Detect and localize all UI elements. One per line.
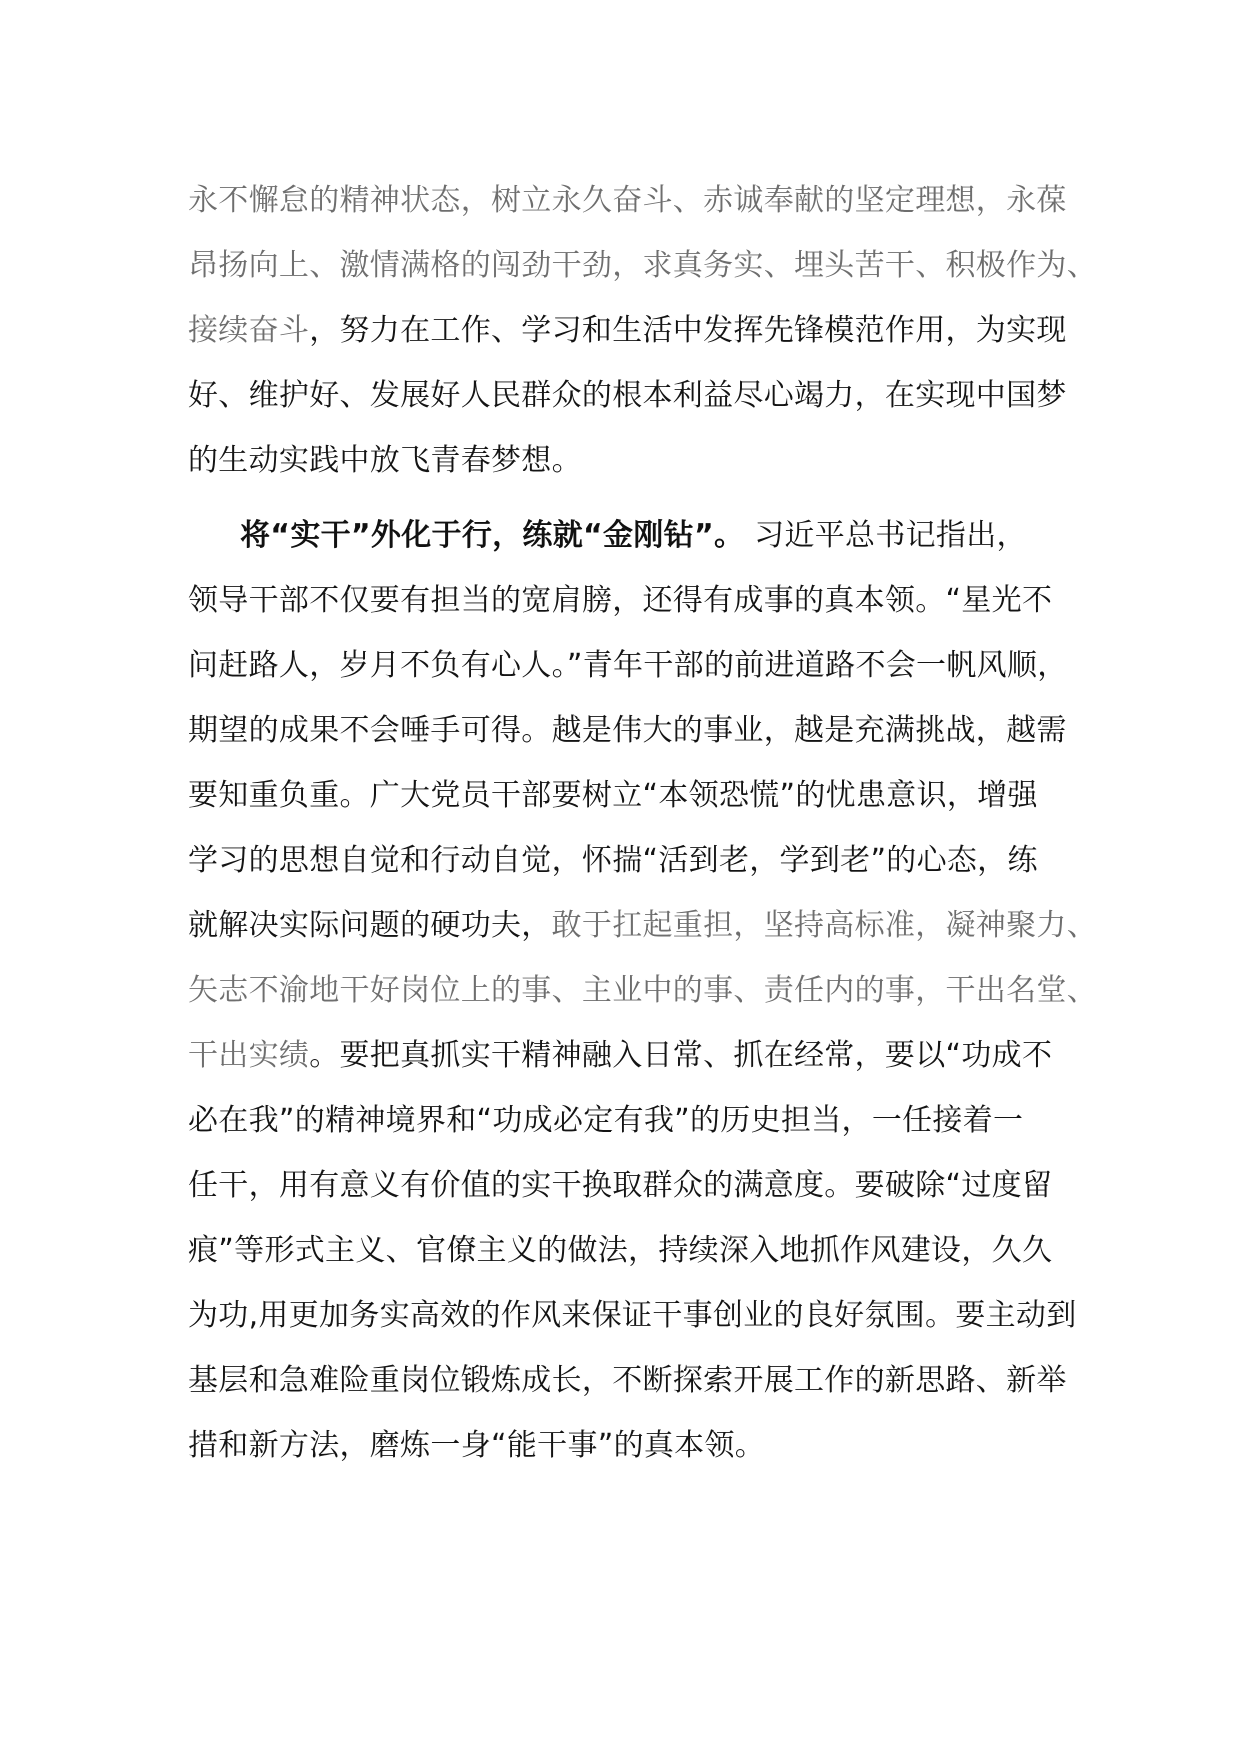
text-line (188, 1023, 1088, 1088)
text-run: 接续奋斗 (188, 313, 310, 348)
text-line (188, 633, 1088, 698)
text-run: 学习的思想自觉和行动自觉，怀揣“活到老，学到老”的心态，练 (188, 843, 1038, 878)
section-heading: 将“实干”外化于行，练就“金刚钻”。 (240, 518, 745, 553)
text-line (188, 428, 1088, 493)
text-run: 干出实绩 (188, 1038, 310, 1073)
text-run: 就解决实际问题的硬功夫， (188, 908, 552, 943)
text-run: 要知重负重。广大党员干部要树立“本领恐慌”的忧患意识，增强 (188, 778, 1038, 813)
text-run: 好、维护好、发展好人民群众的根本利益尽心竭力，在实现中国梦 (188, 378, 1067, 413)
text-run: 痕”等形式主义、官僚主义的做法，持续深入地抓作风建设，久久 (188, 1233, 1053, 1268)
text-run: 矢志不渝地干好岗位上的事、主业中的事、责任内的事，干出名堂、 (188, 973, 1097, 1008)
text-run: 必在我”的精神境界和“功成必定有我”的历史担当，一任接着一 (188, 1103, 1024, 1138)
text-line (188, 503, 1088, 568)
text-line (188, 298, 1088, 363)
text-run: 措和新方法，磨炼一身“能干事”的真本领。 (188, 1428, 766, 1463)
text-line (188, 698, 1088, 763)
text-run: 领导干部不仅要有担当的宽肩膀，还得有成事的真本领。“星光不 (188, 583, 1053, 618)
paragraph-1 (188, 168, 1097, 493)
text-run: 昂扬向上、激情满格的闯劲干劲，求真务实、埋头苦干、积极作为、 (188, 248, 1097, 283)
text-line (188, 1348, 1088, 1413)
paragraph-2 (188, 503, 1098, 1478)
text-run: 期望的成果不会唾手可得。越是伟大的事业，越是充满挑战，越需 (188, 713, 1067, 748)
text-run: 。要把真抓实干精神融入日常、抓在经常，要以“功成不 (309, 1038, 1053, 1073)
text-line (188, 568, 1088, 633)
text-run: 习近平总书记指出， (744, 518, 1027, 553)
text-run: 敢于扛起重担，坚持高标准，凝神聚力、 (551, 908, 1098, 943)
text-line (188, 1218, 1088, 1283)
text-line (188, 958, 1097, 1023)
text-run: 基层和急难险重岗位锻炼成长，不断探索开展工作的新思路、新举 (188, 1363, 1067, 1398)
paragraph-spacing (188, 493, 1088, 503)
document-body (188, 168, 1098, 1478)
text-line (188, 1153, 1088, 1218)
text-run: 问赶路人，岁月不负有心人。”青年干部的前进道路不会一帆风顺， (188, 648, 1068, 683)
text-line (188, 893, 1098, 958)
text-line (188, 1413, 1088, 1478)
text-run: ，努力在工作、学习和生活中发挥先锋模范作用，为实现 (309, 313, 1067, 348)
text-line (188, 1088, 1088, 1153)
text-line (188, 168, 1088, 233)
text-run: 永不懈怠的精神状态，树立永久奋斗、赤诚奉献的坚定理想，永葆 (188, 183, 1067, 218)
text-line (188, 828, 1088, 893)
text-line (188, 233, 1097, 298)
text-line (188, 763, 1088, 828)
text-line (188, 363, 1088, 428)
text-run: 的生动实践中放飞青春梦想。 (188, 443, 582, 478)
text-line (188, 1283, 1088, 1348)
text-run: 为功,用更加务实高效的作风来保证干事创业的良好氛围。要主动到 (188, 1298, 1077, 1333)
text-run: 任干，用有意义有价值的实干换取群众的满意度。要破除“过度留 (188, 1168, 1053, 1203)
